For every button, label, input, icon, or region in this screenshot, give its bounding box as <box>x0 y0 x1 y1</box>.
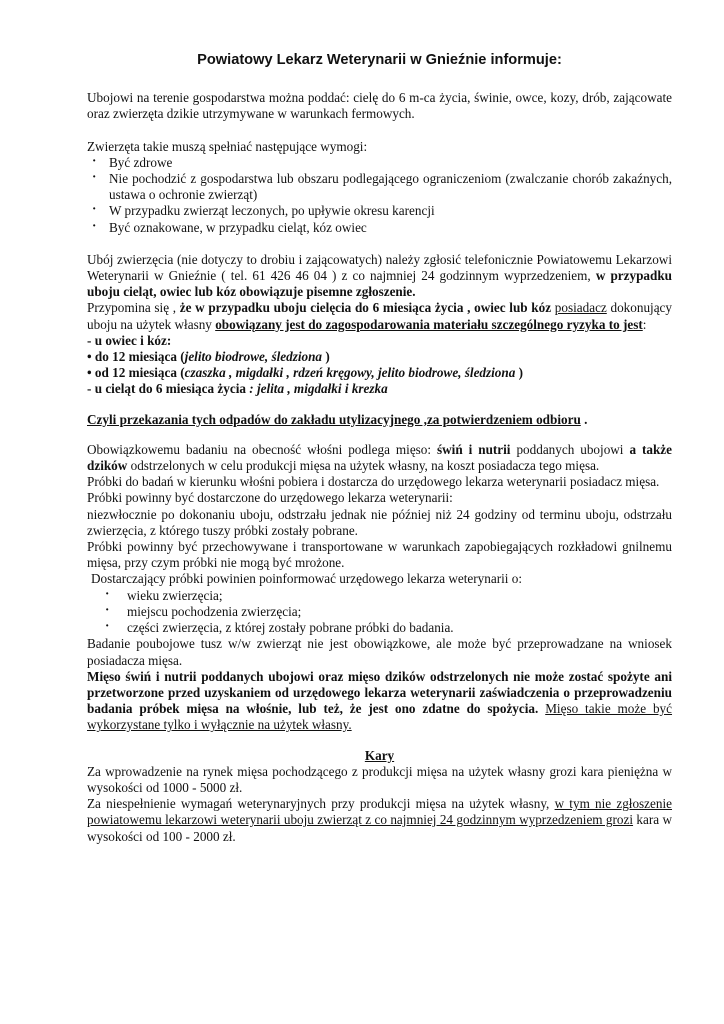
penalty-requirements-underlined: w tym nie zgłoszenie powiatowemu lekarzowi weterynarii uboju zwierząt z co najmniej 24 godzinnym wyprzedzeniem grozi <box>87 796 673 828</box>
requirements-list <box>87 155 672 236</box>
trichinella-lead: Obowiązkowemu badaniu na obecność włośni podlega mięso: <box>87 441 432 457</box>
srm-over-12-close: ) <box>518 365 524 381</box>
srm-under-12-close: ) <box>325 349 330 365</box>
samples-info-heading: Dostarczający próbki powinien poinformować urzędowego lekarza weterynarii o: <box>91 571 522 587</box>
samples-info-item: · wieku zwierzęcia; <box>87 588 672 604</box>
samples-collection: Próbki do badań w kierunku włośni pobiera i dostarcza do urzędowego lekarza weterynarii posiadacz mięsa. <box>87 474 660 490</box>
requirements-heading: Zwierzęta takie muszą spełniać następujące wymogi: <box>87 138 368 154</box>
meat-restriction-bold: Mięso świń i nutrii poddanych ubojowi oraz mięso dzików odstrzelonych nie może zostać spożyte ani przetworzone przed uzyskaniem od urzędowego lekarza weterynarii zaświadczenia o przeprowadzeniu badania próbek mięsa na włośnie, lub też, że jest ono zdatne do spożycia. <box>87 668 672 717</box>
srm-reminder-obligation: obowiązany jest do zagospodarowania materiału szczególnego ryzyka to jest <box>215 316 643 332</box>
srm-under-12-label: • do 12 miesiąca ( <box>87 349 185 365</box>
srm-calves-organs: : jelita , migdałki i krezka <box>249 381 388 397</box>
srm-reminder-scope: że w przypadku uboju cielęcia do 6 miesiąca życia , owiec lub kóz <box>179 300 552 316</box>
meat-own-use-only: Mięso takie może być wykorzystane tylko i wyłącznie na użytek własny. <box>87 701 673 733</box>
samples-deadline: niezwłocznie po dokonaniu uboju, odstrzału jednak nie później niż 24 godziny od terminu uboju, odstrzału zwierzęcia, z którego tuszy próbki zostały pobrane. <box>87 506 672 538</box>
samples-delivery: Próbki powinny być dostarczone do urzędowego lekarza weterynarii: <box>87 490 453 506</box>
requirement-item: · Być zdrowe <box>87 155 672 171</box>
penalty-requirements-lead: Za niespełnienie wymagań weterynaryjnych przy produkcji mięsa na użytek własny, <box>87 796 550 812</box>
srm-sheep-goats: - u owiec i kóz: <box>87 332 172 348</box>
trichinella-paragraph <box>87 442 672 474</box>
penalties-heading: Kary <box>364 747 395 763</box>
trichinella-wild-boar: a także dzików <box>87 441 673 474</box>
meat-restriction <box>87 669 672 734</box>
srm-over-12-organs: czaszka , migdałki , rdzeń kręgowy, jelito biodrowe, śledziona <box>184 365 516 381</box>
srm-reminder-colon: : <box>642 316 647 332</box>
penalty-market: Za wprowadzenie na rynek mięsa pochodzącego z produkcji mięsa na użytek własny grozi kara pieniężna w wysokości od 1000 - 5000 zł. <box>87 763 672 795</box>
trichinella-species: świń i nutrii <box>437 441 511 457</box>
slaughter-notice-text: Ubój zwierzęcia (nie dotyczy to drobiu i zającowatych) należy zgłosić telefonicznie Powiatowemu Lekarzowi Weterynarii w Gnieźnie ( tel. 61 426 46 04 ) z co najmniej 24 godzinnym wyprzedzeniem, <box>87 251 672 284</box>
samples-info-list <box>87 588 672 637</box>
srm-reminder-owner-cont: dokonujący uboju na użytek własny <box>87 300 672 332</box>
waste-transfer-note <box>87 412 672 428</box>
samples-info-item: · części zwierzęcia, z której zostały pobrane próbki do badania. <box>87 620 672 636</box>
waste-transfer-end: . <box>584 411 588 427</box>
document-page <box>87 52 672 845</box>
srm-under-12 <box>87 349 672 365</box>
requirement-item: · Być oznakowane, w przypadku cieląt, kóz owiec <box>87 220 672 236</box>
srm-calves <box>87 381 672 397</box>
requirement-item: · W przypadku zwierząt leczonych, po upływie okresu karencji <box>87 203 672 219</box>
slaughter-notice <box>87 252 672 301</box>
trichinella-slaughter: poddanych ubojowi <box>516 441 624 457</box>
srm-reminder <box>87 300 672 332</box>
samples-info-item: · miejscu pochodzenia zwierzęcia; <box>87 604 672 620</box>
intro-paragraph: Ubojowi na terenie gospodarstwa można poddać: cielę do 6 m-ca życia, świnie, owce, kozy, drób, zającowate oraz zwierzęta dzikie utrzymywane w warunkach fermowych. <box>87 90 672 122</box>
page-title: Powiatowy Lekarz Weterynarii w Gnieźnie informuje: <box>197 52 562 68</box>
trichinella-purpose: odstrzelonych w celu produkcji mięsa na użytek własny, na koszt posiadacza tego mięsa. <box>130 458 600 474</box>
postmortem-note: Badanie poubojowe tusz w/w zwierząt nie jest obowiązkowe, ale może być przeprowadzane na wniosek posiadacza mięsa. <box>87 636 672 668</box>
penalty-requirements <box>87 796 672 845</box>
requirement-item: · Nie pochodzić z gospodarstwa lub obszaru podlegającego ograniczeniom (zwalczanie chorób zakaźnych, ustawa o ochronie zwierząt) <box>87 171 672 203</box>
penalty-requirements-amount: kara w wysokości od 100 - 2000 zł. <box>87 812 673 844</box>
srm-calves-label: - u cieląt do 6 miesiąca życia <box>87 381 246 397</box>
srm-over-12-label: • od 12 miesiąca ( <box>87 365 185 381</box>
srm-reminder-owner: posiadacz <box>554 300 607 316</box>
srm-over-12 <box>87 365 672 381</box>
written-notice-requirement: w przypadku uboju cieląt, owiec lub kóz obowiązuje pisemne zgłoszenie. <box>87 268 673 300</box>
srm-under-12-organs: jelito biodrowe, śledziona <box>184 349 323 365</box>
samples-storage: Próbki powinny być przechowywane i transportowane w warunkach zapobiegających rozkładowi gnilnemu mięsa, przy czym próbki nie mogą być mrożone. <box>87 539 672 571</box>
srm-reminder-lead: Przypomina się , <box>87 300 177 316</box>
waste-transfer-text: Czyli przekazania tych odpadów do zakładu utylizacyjnego ,za potwierdzeniem odbioru <box>87 411 581 427</box>
